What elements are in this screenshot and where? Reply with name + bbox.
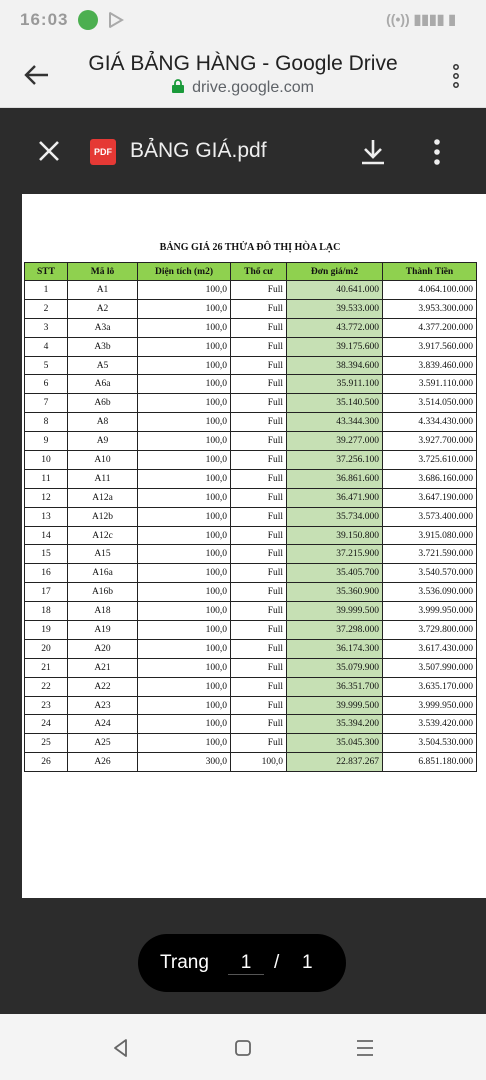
row-residential: Full	[231, 583, 287, 602]
row-stt: 2	[25, 299, 68, 318]
pdf-page	[22, 194, 486, 898]
row-total: 3.591.110.000	[383, 375, 477, 394]
nav-recents-icon[interactable]	[355, 1039, 375, 1057]
row-stt: 15	[25, 545, 68, 564]
row-lot-code: A8	[68, 413, 138, 432]
table-row	[25, 488, 477, 507]
table-header-row	[25, 263, 477, 281]
page-title: GIÁ BẢNG HÀNG - Google Drive	[88, 52, 398, 75]
row-unit-price: 35.734.000	[287, 507, 383, 526]
table-row	[25, 281, 477, 300]
row-unit-price: 35.079.900	[287, 658, 383, 677]
row-total: 3.647.190.000	[383, 488, 477, 507]
row-lot-code: A18	[68, 602, 138, 621]
row-residential: Full	[231, 337, 287, 356]
row-stt: 1	[25, 281, 68, 300]
table-row	[25, 413, 477, 432]
row-stt: 5	[25, 356, 68, 375]
row-lot-code: A21	[68, 658, 138, 677]
row-unit-price: 36.174.300	[287, 639, 383, 658]
row-area: 100,0	[138, 488, 231, 507]
row-lot-code: A3a	[68, 318, 138, 337]
status-time: 16:03	[20, 10, 69, 29]
row-lot-code: A2	[68, 299, 138, 318]
row-area: 100,0	[138, 639, 231, 658]
row-stt: 26	[25, 753, 68, 772]
row-stt: 7	[25, 394, 68, 413]
row-residential: Full	[231, 734, 287, 753]
row-total: 3.721.590.000	[383, 545, 477, 564]
row-lot-code: A6b	[68, 394, 138, 413]
row-residential: Full	[231, 696, 287, 715]
close-icon[interactable]	[38, 140, 60, 162]
row-total: 3.927.700.000	[383, 432, 477, 451]
row-residential: Full	[231, 658, 287, 677]
row-lot-code: A12b	[68, 507, 138, 526]
row-total: 4.064.100.000	[383, 281, 477, 300]
table-row	[25, 753, 477, 772]
row-area: 100,0	[138, 545, 231, 564]
table-row	[25, 583, 477, 602]
system-nav-bar	[0, 1014, 486, 1080]
row-lot-code: A25	[68, 734, 138, 753]
table-row	[25, 564, 477, 583]
table-row	[25, 356, 477, 375]
row-unit-price: 35.394.200	[287, 715, 383, 734]
table-row	[25, 677, 477, 696]
row-total: 3.540.570.000	[383, 564, 477, 583]
row-residential: Full	[231, 526, 287, 545]
row-area: 100,0	[138, 299, 231, 318]
row-stt: 6	[25, 375, 68, 394]
row-area: 100,0	[138, 432, 231, 451]
row-area: 100,0	[138, 469, 231, 488]
row-unit-price: 22.837.267	[287, 753, 383, 772]
row-stt: 22	[25, 677, 68, 696]
row-residential: Full	[231, 621, 287, 640]
table-body	[25, 281, 477, 772]
row-area: 100,0	[138, 583, 231, 602]
row-total: 3.536.090.000	[383, 583, 477, 602]
col-header-lot-code: Mã lô	[68, 263, 138, 281]
row-residential: Full	[231, 469, 287, 488]
row-unit-price: 39.999.500	[287, 696, 383, 715]
viewer-more-options-icon[interactable]	[430, 138, 444, 166]
row-total: 3.915.080.000	[383, 526, 477, 545]
row-stt: 17	[25, 583, 68, 602]
table-row	[25, 602, 477, 621]
row-lot-code: A19	[68, 621, 138, 640]
table-row	[25, 375, 477, 394]
row-area: 100,0	[138, 451, 231, 470]
row-residential: Full	[231, 451, 287, 470]
row-total: 4.334.430.000	[383, 413, 477, 432]
signal-battery-icons: ((•)) ▮▮▮▮ ▮	[386, 11, 456, 27]
row-total: 6.851.180.000	[383, 753, 477, 772]
row-area: 100,0	[138, 696, 231, 715]
page-separator: /	[274, 952, 280, 973]
row-stt: 8	[25, 413, 68, 432]
row-total: 3.725.610.000	[383, 451, 477, 470]
row-lot-code: A3b	[68, 337, 138, 356]
row-lot-code: A16a	[68, 564, 138, 583]
row-lot-code: A20	[68, 639, 138, 658]
download-icon[interactable]	[360, 138, 386, 166]
row-stt: 24	[25, 715, 68, 734]
row-lot-code: A15	[68, 545, 138, 564]
row-stt: 13	[25, 507, 68, 526]
row-stt: 14	[25, 526, 68, 545]
row-unit-price: 43.344.300	[287, 413, 383, 432]
row-total: 3.729.800.000	[383, 621, 477, 640]
row-residential: Full	[231, 564, 287, 583]
nav-back-icon[interactable]	[111, 1038, 131, 1058]
row-area: 100,0	[138, 677, 231, 696]
row-unit-price: 39.150.800	[287, 526, 383, 545]
row-unit-price: 40.641.000	[287, 281, 383, 300]
row-stt: 3	[25, 318, 68, 337]
row-area: 100,0	[138, 394, 231, 413]
row-lot-code: A24	[68, 715, 138, 734]
row-unit-price: 39.277.000	[287, 432, 383, 451]
row-total: 3.953.300.000	[383, 299, 477, 318]
row-area: 100,0	[138, 526, 231, 545]
row-area: 300,0	[138, 753, 231, 772]
row-total: 3.839.460.000	[383, 356, 477, 375]
row-total: 3.507.990.000	[383, 658, 477, 677]
row-unit-price: 39.175.600	[287, 337, 383, 356]
row-lot-code: A10	[68, 451, 138, 470]
row-unit-price: 36.471.900	[287, 488, 383, 507]
row-unit-price: 43.772.000	[287, 318, 383, 337]
row-residential: Full	[231, 715, 287, 734]
page-url: drive.google.com	[192, 79, 314, 96]
row-stt: 20	[25, 639, 68, 658]
row-unit-price: 38.394.600	[287, 356, 383, 375]
row-unit-price: 39.999.500	[287, 602, 383, 621]
document-title: BẢNG GIÁ 26 THỬA ĐÔ THỊ HÒA LẠC	[159, 242, 341, 253]
table-row	[25, 469, 477, 488]
row-area: 100,0	[138, 356, 231, 375]
row-unit-price: 35.045.300	[287, 734, 383, 753]
row-total: 3.917.560.000	[383, 337, 477, 356]
pdf-viewer	[0, 108, 486, 1014]
row-unit-price: 35.405.700	[287, 564, 383, 583]
row-area: 100,0	[138, 715, 231, 734]
row-residential: Full	[231, 413, 287, 432]
row-lot-code: A16b	[68, 583, 138, 602]
table-row	[25, 696, 477, 715]
table-row	[25, 526, 477, 545]
col-header-total: Thành Tiền	[383, 263, 477, 281]
pdf-file-icon: PDF	[90, 139, 116, 165]
row-residential: Full	[231, 545, 287, 564]
table-row	[25, 299, 477, 318]
row-residential: Full	[231, 318, 287, 337]
col-header-residential: Thổ cư	[231, 263, 287, 281]
table-row	[25, 432, 477, 451]
row-unit-price: 37.256.100	[287, 451, 383, 470]
row-unit-price: 39.533.000	[287, 299, 383, 318]
row-stt: 18	[25, 602, 68, 621]
row-stt: 9	[25, 432, 68, 451]
row-total: 3.999.950.000	[383, 602, 477, 621]
row-lot-code: A26	[68, 753, 138, 772]
row-residential: Full	[231, 356, 287, 375]
col-header-area: Diện tích (m2)	[138, 263, 231, 281]
play-store-icon	[106, 10, 126, 30]
row-area: 100,0	[138, 658, 231, 677]
row-residential: Full	[231, 299, 287, 318]
row-area: 100,0	[138, 507, 231, 526]
row-total: 3.686.160.000	[383, 469, 477, 488]
row-area: 100,0	[138, 621, 231, 640]
row-unit-price: 35.360.900	[287, 583, 383, 602]
row-area: 100,0	[138, 564, 231, 583]
row-residential: Full	[231, 602, 287, 621]
row-unit-price: 35.140.500	[287, 394, 383, 413]
table-row	[25, 715, 477, 734]
row-stt: 11	[25, 469, 68, 488]
table-row	[25, 658, 477, 677]
row-area: 100,0	[138, 413, 231, 432]
col-header-unit-price: Đơn giá/m2	[287, 263, 383, 281]
row-lot-code: A9	[68, 432, 138, 451]
file-name: BẢNG GIÁ.pdf	[130, 139, 267, 162]
total-pages: 1	[302, 952, 313, 973]
row-area: 100,0	[138, 281, 231, 300]
row-lot-code: A1	[68, 281, 138, 300]
row-lot-code: A12c	[68, 526, 138, 545]
row-total: 3.539.420.000	[383, 715, 477, 734]
row-stt: 10	[25, 451, 68, 470]
status-bar	[0, 0, 486, 40]
row-stt: 12	[25, 488, 68, 507]
row-lot-code: A11	[68, 469, 138, 488]
row-total: 4.377.200.000	[383, 318, 477, 337]
browser-header	[0, 40, 486, 108]
row-residential: Full	[231, 488, 287, 507]
table-row	[25, 451, 477, 470]
row-unit-price: 36.861.600	[287, 469, 383, 488]
row-residential: Full	[231, 281, 287, 300]
table-row	[25, 318, 477, 337]
row-stt: 4	[25, 337, 68, 356]
smiley-app-icon	[78, 10, 98, 30]
row-residential: Full	[231, 639, 287, 658]
more-options-icon[interactable]	[448, 62, 464, 90]
table-row	[25, 639, 477, 658]
current-page-field[interactable]: 1	[228, 952, 264, 975]
row-residential: Full	[231, 677, 287, 696]
price-table	[24, 262, 477, 772]
table-row	[25, 337, 477, 356]
table-row	[25, 394, 477, 413]
table-row	[25, 545, 477, 564]
row-total: 3.635.170.000	[383, 677, 477, 696]
page-label: Trang	[160, 952, 209, 973]
row-residential: Full	[231, 507, 287, 526]
row-lot-code: A23	[68, 696, 138, 715]
row-lot-code: A6a	[68, 375, 138, 394]
table-row	[25, 734, 477, 753]
row-area: 100,0	[138, 602, 231, 621]
row-area: 100,0	[138, 337, 231, 356]
row-stt: 25	[25, 734, 68, 753]
row-area: 100,0	[138, 734, 231, 753]
row-residential: 100,0	[231, 753, 287, 772]
lock-icon	[172, 79, 184, 93]
nav-home-icon[interactable]	[233, 1038, 253, 1058]
row-residential: Full	[231, 432, 287, 451]
row-lot-code: A22	[68, 677, 138, 696]
viewer-toolbar	[0, 108, 486, 194]
row-total: 3.617.430.000	[383, 639, 477, 658]
row-lot-code: A5	[68, 356, 138, 375]
row-stt: 19	[25, 621, 68, 640]
col-header-stt: STT	[25, 263, 68, 281]
row-unit-price: 37.298.000	[287, 621, 383, 640]
row-unit-price: 37.215.900	[287, 545, 383, 564]
row-total: 3.504.530.000	[383, 734, 477, 753]
row-stt: 23	[25, 696, 68, 715]
row-unit-price: 36.351.700	[287, 677, 383, 696]
url-row	[0, 79, 486, 97]
row-unit-price: 35.911.100	[287, 375, 383, 394]
table-row	[25, 621, 477, 640]
page-indicator[interactable]	[138, 934, 346, 992]
row-lot-code: A12a	[68, 488, 138, 507]
row-residential: Full	[231, 375, 287, 394]
row-stt: 21	[25, 658, 68, 677]
row-total: 3.999.950.000	[383, 696, 477, 715]
row-total: 3.514.050.000	[383, 394, 477, 413]
row-area: 100,0	[138, 375, 231, 394]
row-residential: Full	[231, 394, 287, 413]
row-stt: 16	[25, 564, 68, 583]
row-total: 3.573.400.000	[383, 507, 477, 526]
row-area: 100,0	[138, 318, 231, 337]
table-row	[25, 507, 477, 526]
